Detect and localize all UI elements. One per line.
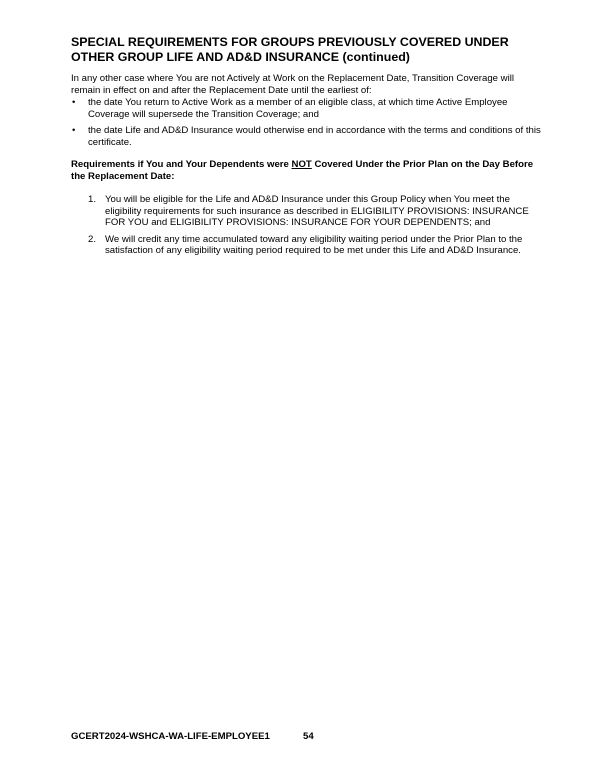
document-code: GCERT2024-WSHCA-WA-LIFE-EMPLOYEE1 <box>71 731 270 742</box>
subheading-before: Requirements if You and Your Dependents were <box>71 159 292 170</box>
requirements-subheading <box>71 159 549 182</box>
item-text: You will be eligible for the Life and AD&D Insurance under this Group Policy when You meet the eligibility requirements for such insurance as described in ELIGIBILITY PROVISIONS: INSURANCE FOR YOU and ELIGIBILITY PROVISIONS: INSURANCE FOR YOUR DEPENDENTS; and <box>105 194 529 229</box>
bullet-icon: • <box>72 125 76 137</box>
bullet-text: the date You return to Active Work as a member of an eligible class, at which time Active Employee Coverage will supersede the Transition Coverage; and <box>88 97 508 120</box>
subheading-after: Covered Under the Prior Plan on the Day Before the Replacement Date: <box>71 159 534 182</box>
item-number: 2. <box>88 233 97 245</box>
subheading-underlined: NOT <box>291 159 312 170</box>
bullet-list <box>71 97 543 153</box>
page-footer <box>71 731 314 743</box>
numbered-item <box>88 234 543 257</box>
intro-paragraph: In any other case where You are not Actively at Work on the Replacement Date, Transition Coverage will remain in effect on and after the Replacement Date until the earliest of: <box>71 73 514 96</box>
numbered-list <box>88 194 543 262</box>
bullet-item <box>71 125 543 148</box>
bullet-item <box>71 97 543 120</box>
numbered-item <box>88 194 543 229</box>
item-text: We will credit any time accumulated toward any eligibility waiting period under the Prior Plan to the satisfaction of any eligibility waiting period required to be met under this Life and AD&D Insurance. <box>105 233 523 257</box>
item-number: 1. <box>88 194 97 205</box>
section-heading: SPECIAL REQUIREMENTS FOR GROUPS PREVIOUSLY COVERED UNDER OTHER GROUP LIFE AND AD&D INSURANCE (continued) <box>71 35 509 64</box>
bullet-icon: • <box>72 97 76 108</box>
bullet-text: the date Life and AD&D Insurance would otherwise end in accordance with the terms and conditions of this certificate. <box>88 125 541 148</box>
page-number: 54 <box>303 731 314 742</box>
